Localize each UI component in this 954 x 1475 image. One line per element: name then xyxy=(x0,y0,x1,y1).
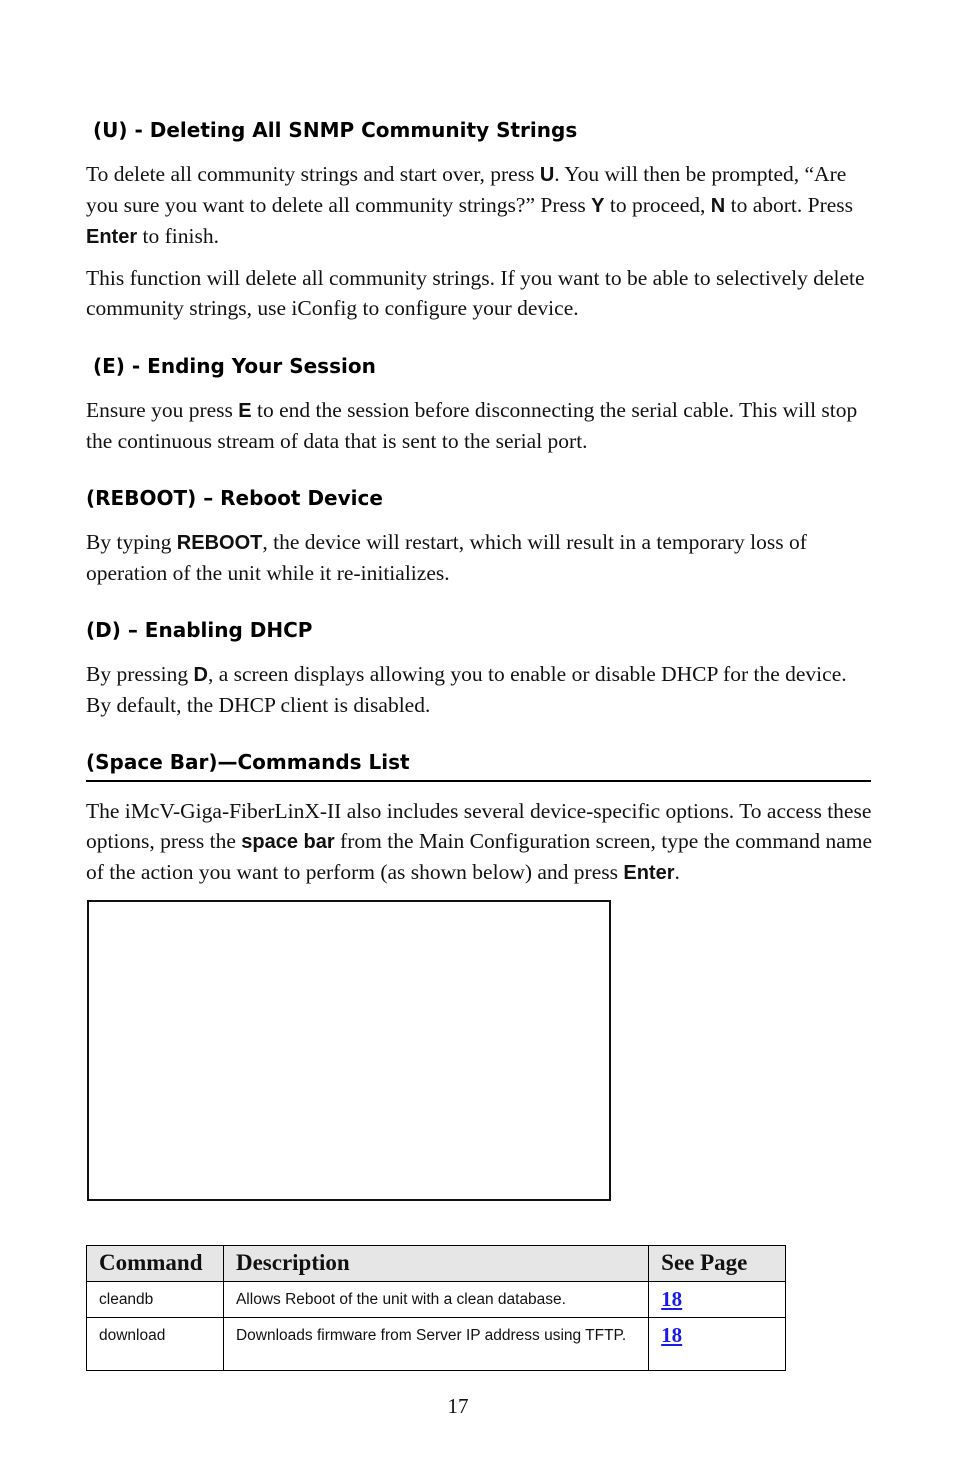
column-header-description: Description xyxy=(223,1246,648,1282)
screenshot-placeholder-box xyxy=(87,900,611,1201)
paragraph-reboot: By typing REBOOT, the device will restart, which will result in a temporary loss of operation of the unit while it re-initializes. xyxy=(86,530,807,585)
description-cell: Allows Reboot of the unit with a clean database. xyxy=(223,1282,648,1318)
section-heading-delete-snmp: (U) - Deleting All SNMP Community Strings xyxy=(93,118,578,142)
commands-table xyxy=(86,1245,786,1371)
command-cell: download xyxy=(87,1318,224,1371)
section-heading-ending-session: (E) - Ending Your Session xyxy=(93,354,376,378)
section-heading-dhcp: (D) – Enabling DHCP xyxy=(86,618,313,642)
column-header-see-page: See Page xyxy=(649,1246,786,1282)
section-heading-reboot: (REBOOT) – Reboot Device xyxy=(86,486,383,510)
description-cell: Downloads firmware from Server IP address using TFTP. xyxy=(223,1318,648,1371)
table-header-row xyxy=(87,1246,786,1282)
see-page-cell xyxy=(649,1318,786,1371)
page-link[interactable]: 18 xyxy=(661,1287,683,1311)
section-heading-commands-list: (Space Bar)—Commands List xyxy=(86,750,410,774)
page-link[interactable]: 18 xyxy=(661,1323,683,1347)
page-number: 17 xyxy=(447,1394,469,1418)
heading-underline-rule xyxy=(86,780,871,782)
table-row xyxy=(87,1282,786,1318)
paragraph-dhcp: By pressing D, a screen displays allowing you to enable or disable DHCP for the device. By default, the DHCP client is disabled. xyxy=(86,662,847,717)
table-row xyxy=(87,1318,786,1371)
paragraph-ending-session: Ensure you press E to end the session before disconnecting the serial cable. This will stop the continuous stream of data that is sent to the serial port. xyxy=(86,398,858,453)
see-page-cell xyxy=(649,1282,786,1318)
command-cell: cleandb xyxy=(87,1282,224,1318)
paragraph-delete-snmp-note: This function will delete all community strings. If you want to be able to selectively delete community strings, use iConfig to configure your device. xyxy=(86,266,865,320)
column-header-command: Command xyxy=(87,1246,224,1282)
paragraph-commands-list: The iMcV-Giga-FiberLinX-II also includes several device-specific options. To access these options, press the space bar from the Main Configuration screen, type the command name of the action you want to perform (as shown below) and press Enter. xyxy=(86,799,873,884)
paragraph-delete-snmp-instructions: To delete all community strings and start over, press U. You will then be prompted, “Are you sure you want to delete all community strings?” Press Y to proceed, N to abort. Press Enter to finish. xyxy=(86,162,854,248)
